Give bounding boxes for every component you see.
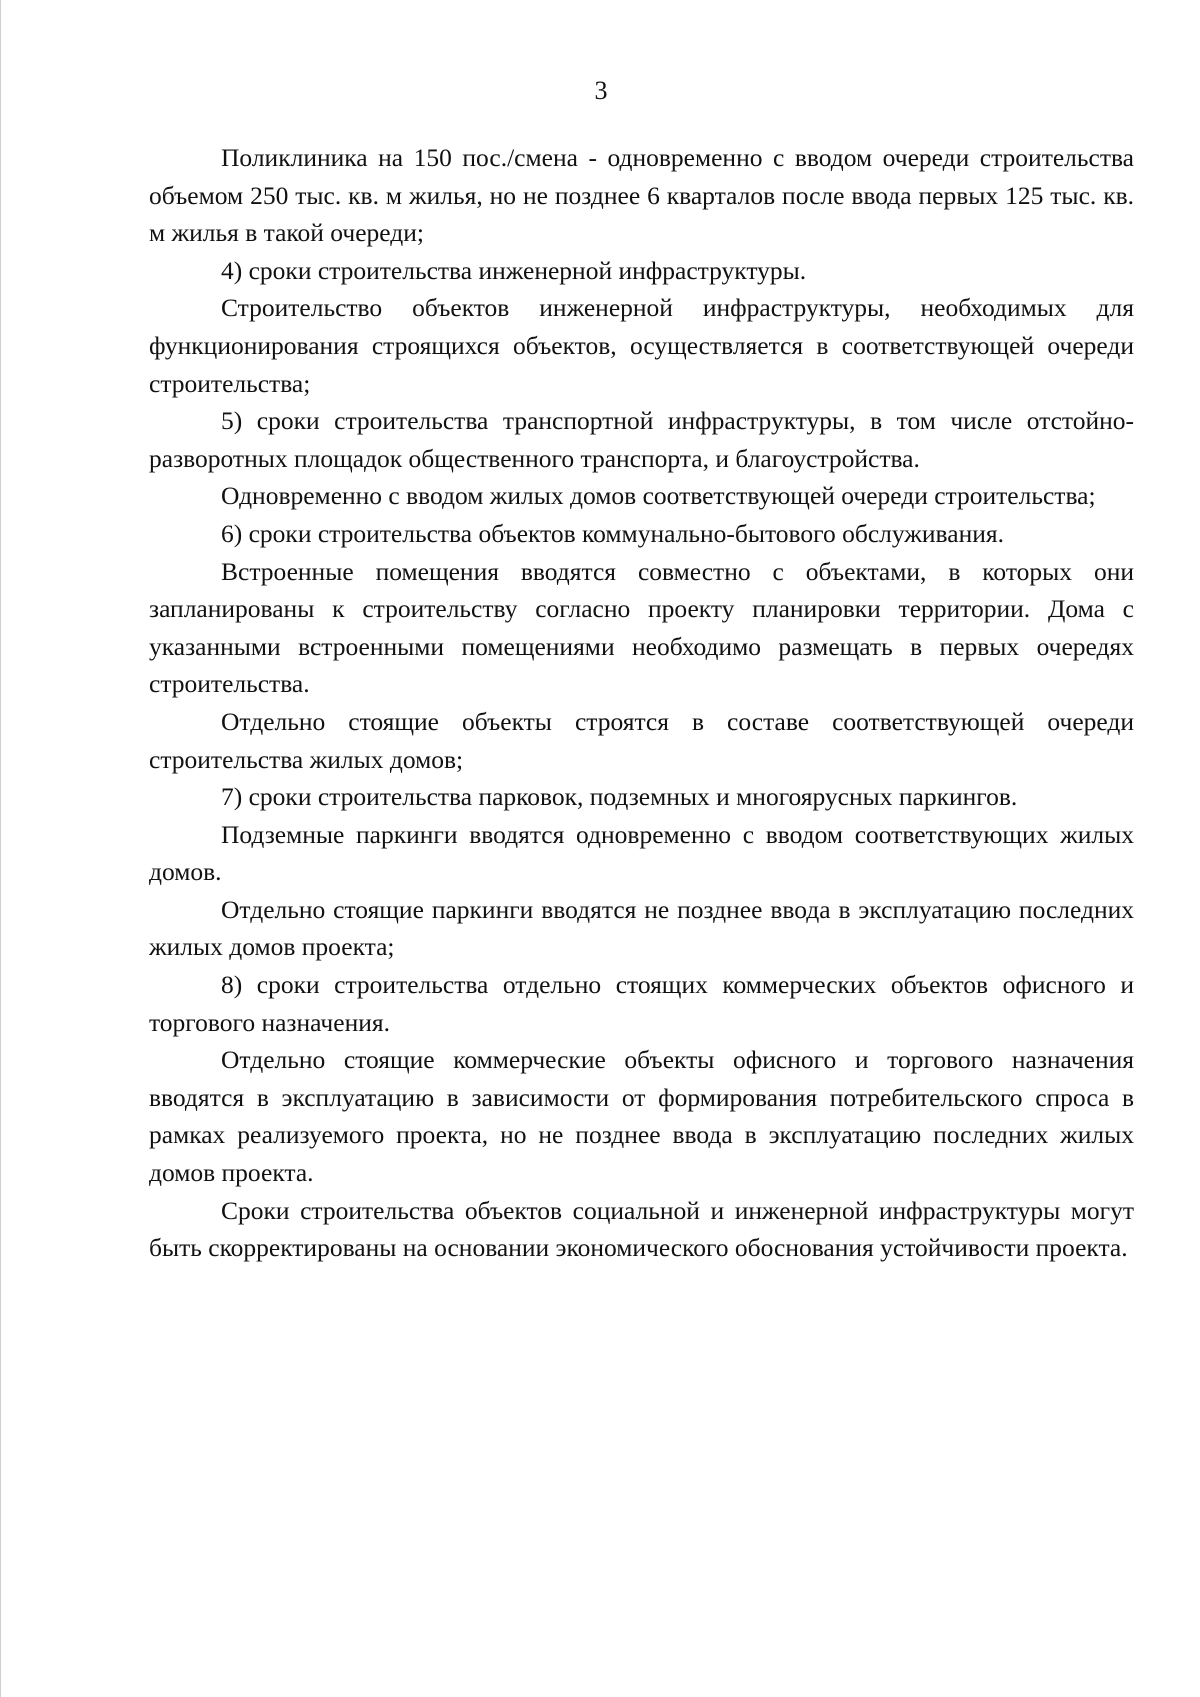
paragraph-item-8-heading: 8) сроки строительства отдельно стоящих коммерческих объектов офисного и торгового назначения.: [149, 970, 1134, 1037]
paragraph-standalone-objects: Отдельно стоящие объекты строятся в составе соответствующей очереди строительства жилых домов;: [149, 706, 1134, 774]
paragraph-item-7-heading: 7) сроки строительства парковок, подземных и многоярусных паркингов.: [221, 782, 1018, 812]
paragraph-item-4-heading: 4) сроки строительства инженерной инфраструктуры.: [221, 255, 807, 285]
page-number: 3: [594, 76, 608, 105]
document-body: [149, 139, 1134, 1267]
paragraph-schedule-adjustment: Сроки строительства объектов социальной и инженерной инфраструктуры могут быть скорректированы на основании экономического обоснования устойчивости проекта.: [149, 1195, 1134, 1263]
paragraph-commercial-objects: Отдельно стоящие коммерческие объекты офисного и торгового назначения вводятся в эксплуатацию в зависимости от формирования потребительского спроса в рамках реализуемого проекта, но не позднее ввода в эксплуатацию последних жилых домов проекта.: [149, 1045, 1134, 1188]
paragraph-built-in-premises: Встроенные помещения вводятся совместно с объектами, в которых они запланированы к строительству согласно проекту планировки территории. Дома с указанными встроенными помещениями необходимо размещать в первых очередях строительства.: [149, 556, 1134, 699]
paragraph-standalone-parking: Отдельно стоящие паркинги вводятся не позднее ввода в эксплуатацию последних жилых домов проекта;: [149, 894, 1134, 962]
paragraph-underground-parking: Подземные паркинги вводятся одновременно с вводом соответствующих жилых домов.: [149, 819, 1134, 887]
paragraph-engineering-infrastructure: Строительство объектов инженерной инфраструктуры, необходимых для функционирования строящихся объектов, осуществляется в соответствующей очереди строительства;: [149, 293, 1134, 398]
paragraph-item-6-heading: 6) сроки строительства объектов коммунально-бытового обслуживания.: [221, 518, 1004, 548]
paragraph-transport-timing: Одновременно с вводом жилых домов соответствующей очереди строительства;: [221, 481, 1096, 511]
paragraph-polyclinic: Поликлиника на 150 пос./смена - одновременно с вводом очереди строительства объемом 250 тыс. кв. м жилья, но не позднее 6 кварталов после ввода первых 125 тыс. кв. м жилья в такой очереди;: [149, 143, 1134, 248]
paragraph-item-5-heading: 5) сроки строительства транспортной инфраструктуры, в том числе отстойно-разворотных площадок общественного транспорта, и благоустройства.: [149, 406, 1134, 473]
